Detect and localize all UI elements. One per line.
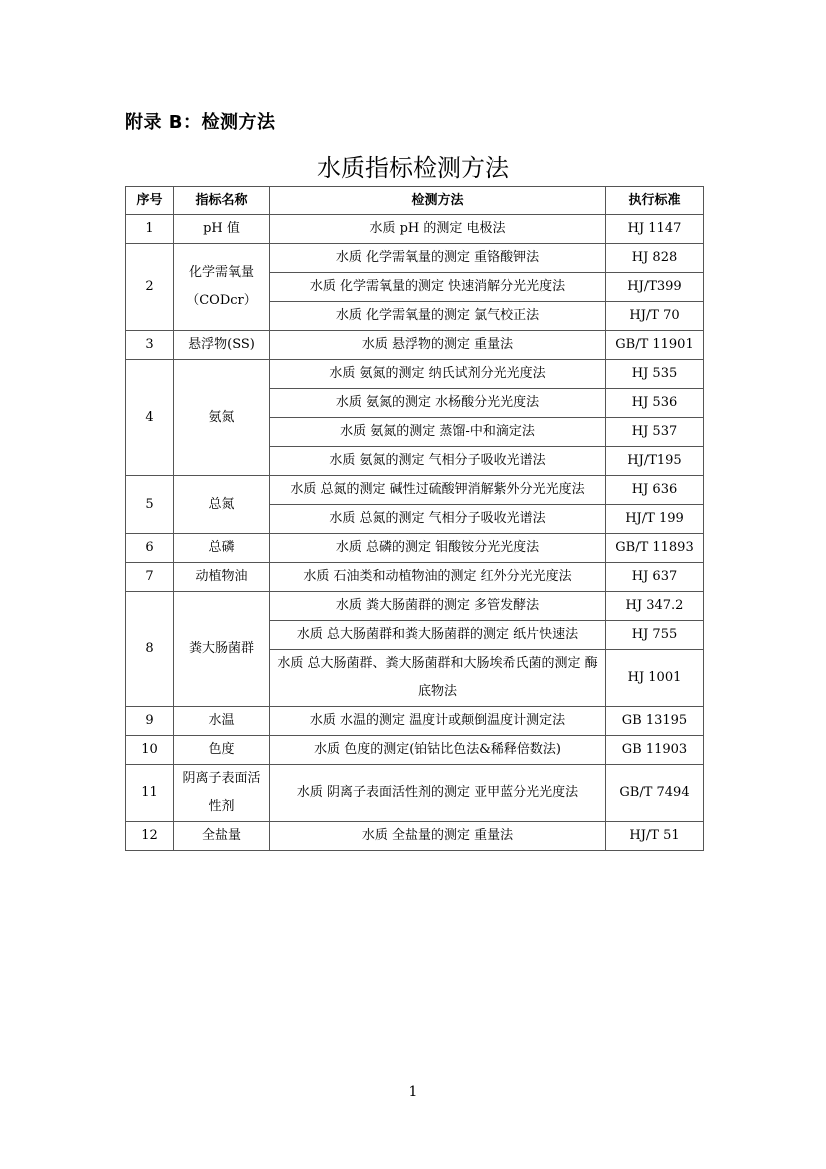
test-method: 水质 水温的测定 温度计或颠倒温度计测定法 bbox=[270, 707, 606, 736]
row-number: 4 bbox=[126, 360, 174, 476]
indicator-name: 总磷 bbox=[174, 534, 270, 563]
standard-code: HJ 347.2 bbox=[606, 592, 704, 621]
row-number: 9 bbox=[126, 707, 174, 736]
test-method: 水质 总大肠菌群、粪大肠菌群和大肠埃希氏菌的测定 酶底物法 bbox=[270, 650, 606, 707]
table-row bbox=[126, 331, 704, 360]
row-number: 6 bbox=[126, 534, 174, 563]
column-header-name: 指标名称 bbox=[174, 187, 270, 215]
standard-code: GB/T 11893 bbox=[606, 534, 704, 563]
column-header-method: 检测方法 bbox=[270, 187, 606, 215]
standard-code: GB 13195 bbox=[606, 707, 704, 736]
standard-code: HJ 755 bbox=[606, 621, 704, 650]
test-method: 水质 总磷的测定 钼酸铵分光光度法 bbox=[270, 534, 606, 563]
row-number: 3 bbox=[126, 331, 174, 360]
indicator-name: pH 值 bbox=[174, 215, 270, 244]
table-row bbox=[126, 244, 704, 273]
table-row bbox=[126, 215, 704, 244]
standard-code: HJ 535 bbox=[606, 360, 704, 389]
table-row bbox=[126, 563, 704, 592]
table-header-row bbox=[126, 187, 704, 215]
row-number: 11 bbox=[126, 765, 174, 822]
table-row bbox=[126, 765, 704, 822]
standard-code: HJ/T195 bbox=[606, 447, 704, 476]
row-number: 12 bbox=[126, 822, 174, 851]
page-number: 1 bbox=[408, 1084, 418, 1100]
indicator-name: 阴离子表面活性剂 bbox=[174, 765, 270, 822]
table-row bbox=[126, 592, 704, 621]
row-number: 7 bbox=[126, 563, 174, 592]
row-number: 8 bbox=[126, 592, 174, 707]
column-header-no: 序号 bbox=[126, 187, 174, 215]
test-method: 水质 色度的测定(铂钴比色法&稀释倍数法) bbox=[270, 736, 606, 765]
indicator-name: 粪大肠菌群 bbox=[174, 592, 270, 707]
test-method: 水质 总大肠菌群和粪大肠菌群的测定 纸片快速法 bbox=[270, 621, 606, 650]
row-number: 1 bbox=[126, 215, 174, 244]
standard-code: HJ/T399 bbox=[606, 273, 704, 302]
indicator-name: 色度 bbox=[174, 736, 270, 765]
page-title: 水质指标检测方法 bbox=[317, 154, 509, 182]
table-row bbox=[126, 707, 704, 736]
test-method: 水质 氨氮的测定 纳氏试剂分光光度法 bbox=[270, 360, 606, 389]
indicator-name: 全盐量 bbox=[174, 822, 270, 851]
indicator-name: 悬浮物(SS) bbox=[174, 331, 270, 360]
table-row bbox=[126, 534, 704, 563]
standard-code: GB 11903 bbox=[606, 736, 704, 765]
test-method: 水质 全盐量的测定 重量法 bbox=[270, 822, 606, 851]
test-method: 水质 阴离子表面活性剂的测定 亚甲蓝分光光度法 bbox=[270, 765, 606, 822]
test-method: 水质 pH 的测定 电极法 bbox=[270, 215, 606, 244]
table-row bbox=[126, 476, 704, 505]
row-number: 5 bbox=[126, 476, 174, 534]
test-method: 水质 悬浮物的测定 重量法 bbox=[270, 331, 606, 360]
row-number: 10 bbox=[126, 736, 174, 765]
standard-code: HJ 1001 bbox=[606, 650, 704, 707]
indicator-name: 化学需氧量（CODcr） bbox=[174, 244, 270, 331]
methods-table bbox=[125, 186, 704, 851]
table-row bbox=[126, 736, 704, 765]
standard-code: HJ/T 70 bbox=[606, 302, 704, 331]
table-body bbox=[126, 215, 704, 851]
test-method: 水质 石油类和动植物油的测定 红外分光光度法 bbox=[270, 563, 606, 592]
test-method: 水质 氨氮的测定 水杨酸分光光度法 bbox=[270, 389, 606, 418]
column-header-standard: 执行标准 bbox=[606, 187, 704, 215]
standard-code: GB/T 11901 bbox=[606, 331, 704, 360]
test-method: 水质 总氮的测定 碱性过硫酸钾消解紫外分光光度法 bbox=[270, 476, 606, 505]
test-method: 水质 化学需氧量的测定 重铬酸钾法 bbox=[270, 244, 606, 273]
standard-code: HJ 537 bbox=[606, 418, 704, 447]
standard-code: HJ 536 bbox=[606, 389, 704, 418]
indicator-name: 动植物油 bbox=[174, 563, 270, 592]
test-method: 水质 氨氮的测定 蒸馏-中和滴定法 bbox=[270, 418, 606, 447]
test-method: 水质 化学需氧量的测定 氯气校正法 bbox=[270, 302, 606, 331]
row-number: 2 bbox=[126, 244, 174, 331]
test-method: 水质 氨氮的测定 气相分子吸收光谱法 bbox=[270, 447, 606, 476]
indicator-name: 水温 bbox=[174, 707, 270, 736]
indicator-name: 总氮 bbox=[174, 476, 270, 534]
standard-code: HJ 828 bbox=[606, 244, 704, 273]
test-method: 水质 化学需氧量的测定 快速消解分光光度法 bbox=[270, 273, 606, 302]
standard-code: HJ 636 bbox=[606, 476, 704, 505]
indicator-name: 氨氮 bbox=[174, 360, 270, 476]
table-row bbox=[126, 360, 704, 389]
standard-code: HJ/T 199 bbox=[606, 505, 704, 534]
test-method: 水质 总氮的测定 气相分子吸收光谱法 bbox=[270, 505, 606, 534]
standard-code: GB/T 7494 bbox=[606, 765, 704, 822]
standard-code: HJ 637 bbox=[606, 563, 704, 592]
standard-code: HJ 1147 bbox=[606, 215, 704, 244]
table-row bbox=[126, 822, 704, 851]
standard-code: HJ/T 51 bbox=[606, 822, 704, 851]
appendix-heading: 附录 B：检测方法 bbox=[125, 112, 276, 133]
test-method: 水质 粪大肠菌群的测定 多管发酵法 bbox=[270, 592, 606, 621]
